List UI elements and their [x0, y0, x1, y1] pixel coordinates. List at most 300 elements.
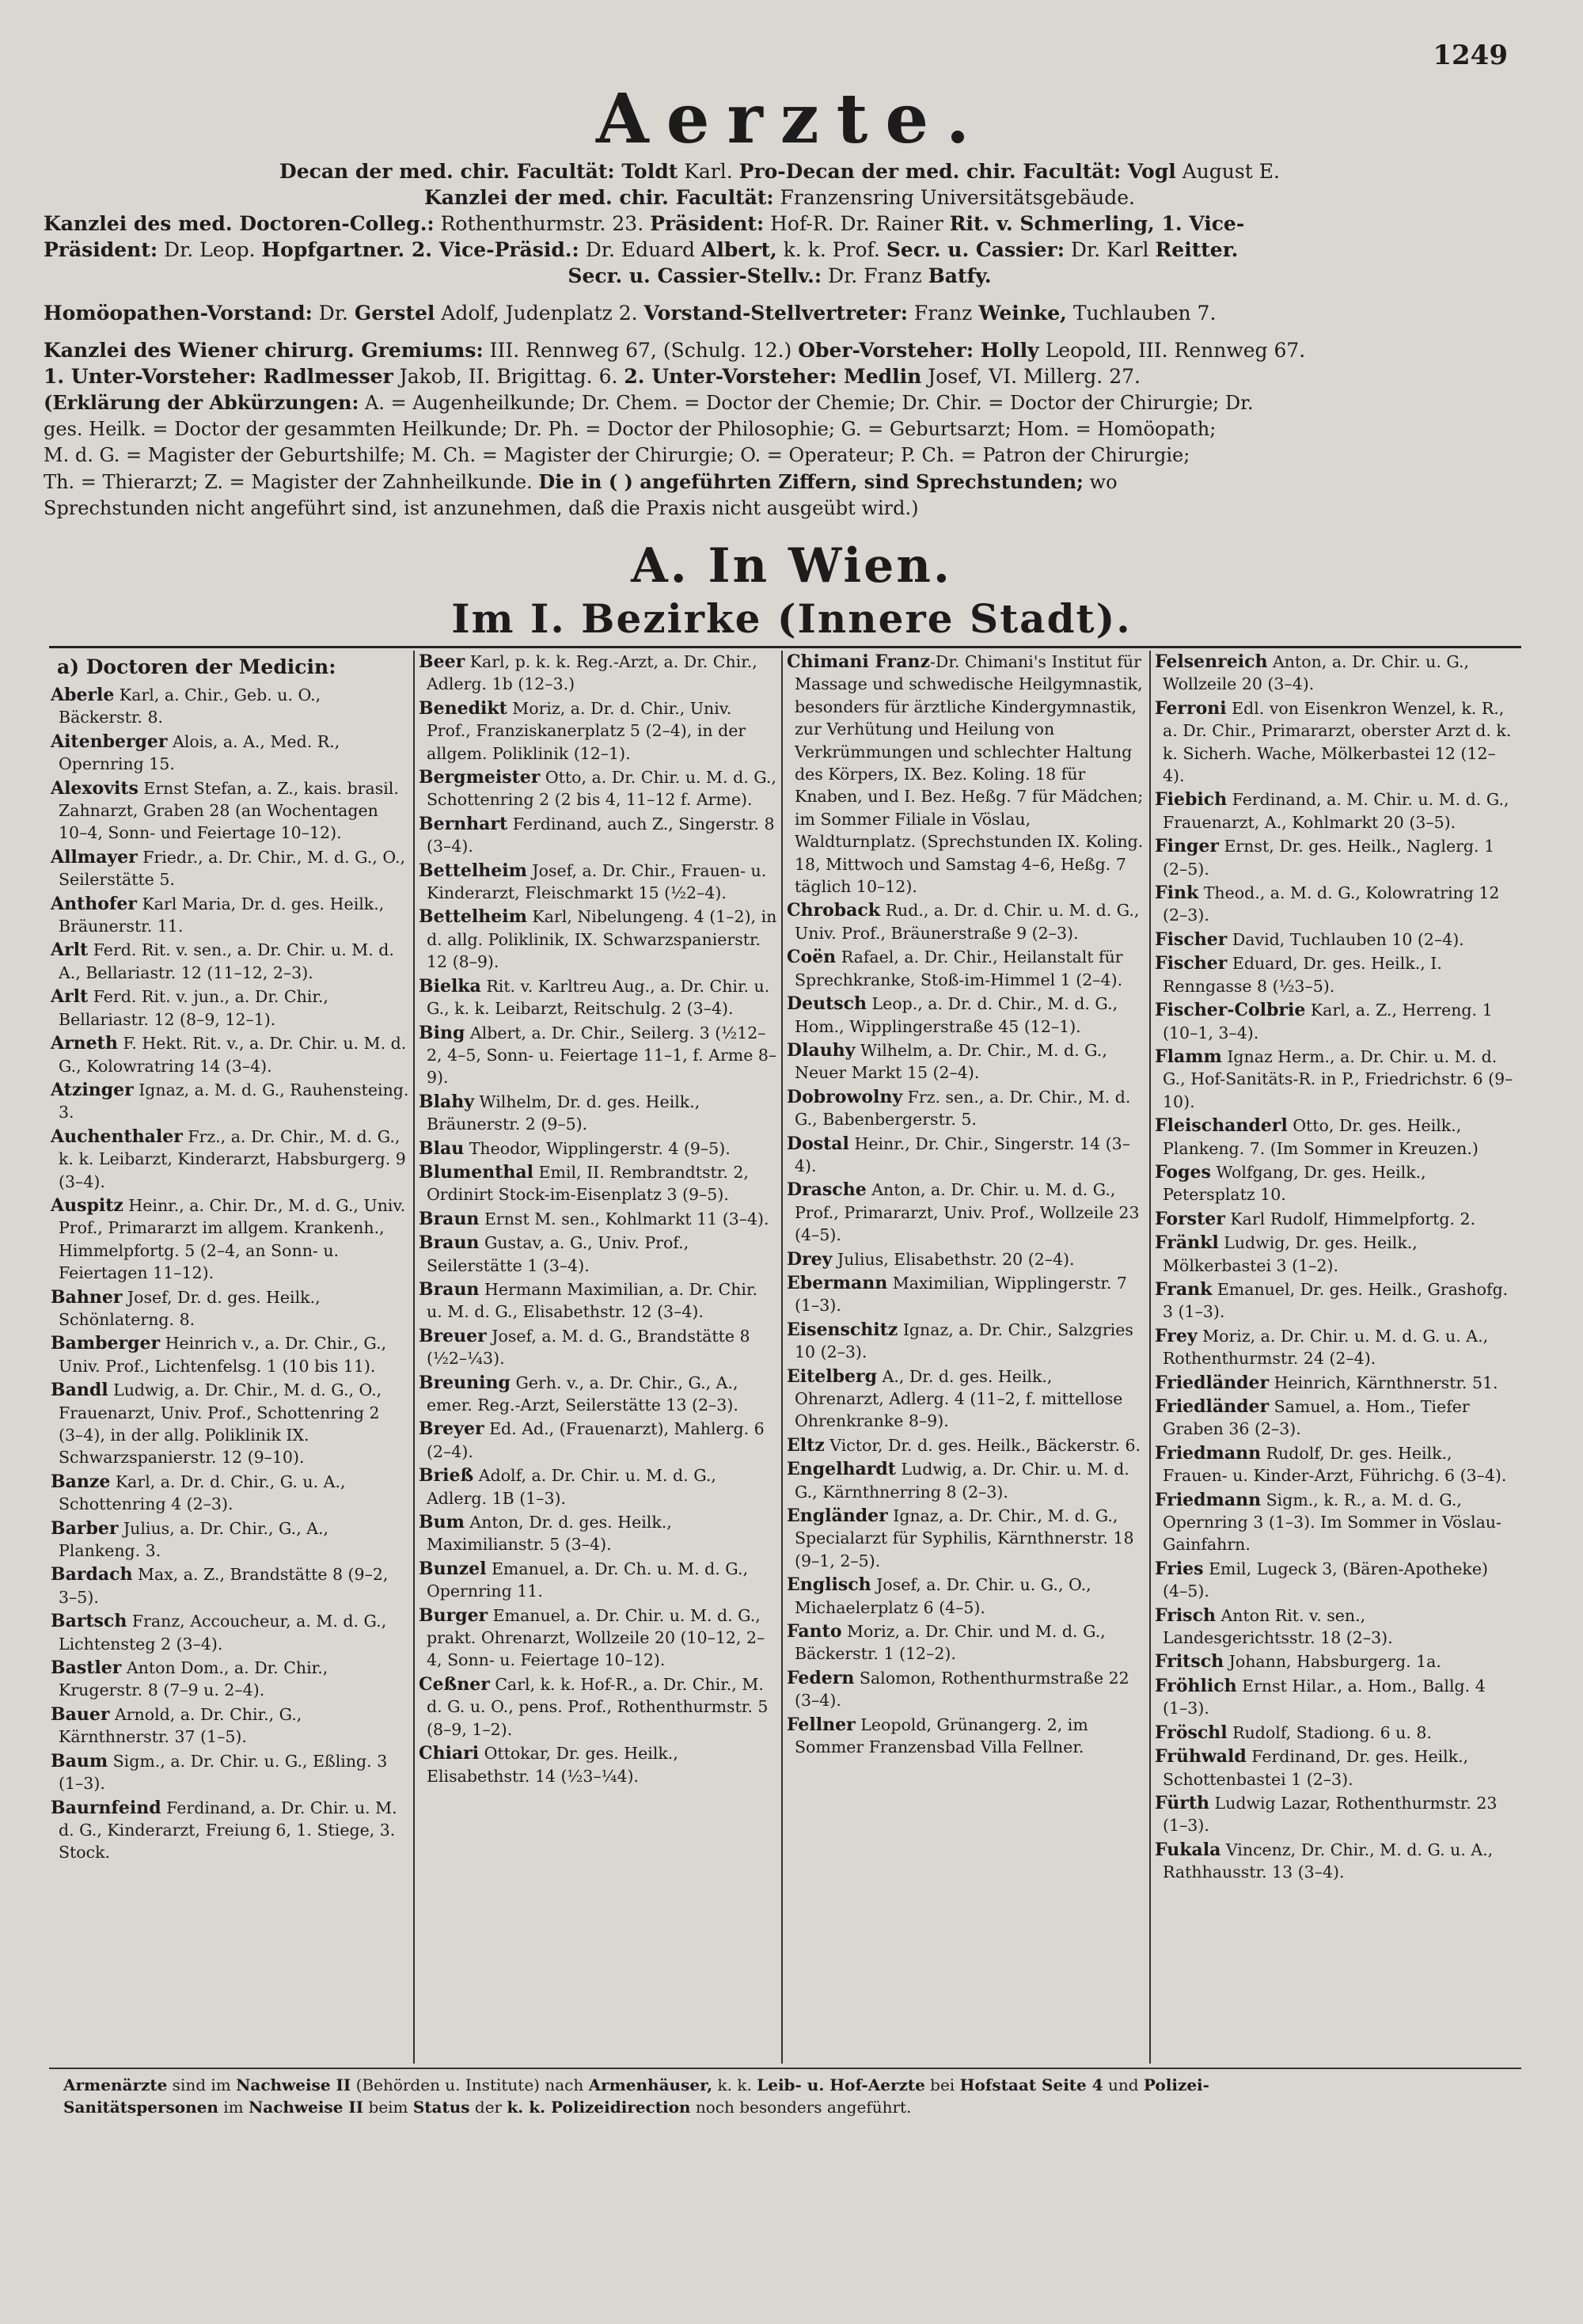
entry-name: Ferroni	[1155, 697, 1227, 719]
directory-entry	[417, 1418, 777, 1463]
entry-name: Arneth	[51, 1033, 118, 1054]
directory-entry	[49, 1610, 409, 1655]
entry-details: Heinrich v., a. Dr. Chir., G., Univ. Prof., Lichtenfelsg. 1 (10 bis 11).	[59, 1334, 387, 1376]
header-text: Kanzlei des med. Doctoren-Colleg.:	[44, 212, 435, 235]
entry-columns	[49, 651, 1521, 2064]
directory-entry	[49, 1332, 409, 1377]
entry-name: Breuning	[419, 1372, 511, 1393]
directory-entry	[1153, 1372, 1513, 1394]
header-text: Jakob, II. Brigittag. 6.	[393, 365, 624, 388]
directory-entry	[785, 1179, 1145, 1246]
header-text: Weinke,	[978, 302, 1067, 325]
directory-entry	[785, 1434, 1145, 1456]
entry-details: Friedr., a. Dr. Chir., M. d. G., O., Seilerstätte 5.	[59, 847, 405, 890]
entry-details: Ed. Ad., (Frauenarzt), Mahlerg. 6 (2–4).	[427, 1419, 765, 1461]
entry-name: Beer	[419, 651, 465, 672]
entry-name: Fischer	[1155, 928, 1228, 950]
header-text: Vorstand-Stellvertreter:	[643, 302, 908, 325]
header-text: k. k. Prof.	[776, 238, 886, 261]
entry-details: Victor, Dr. d. ges. Heilk., Bäckerstr. 6.	[824, 1435, 1141, 1455]
column-4	[1153, 651, 1513, 2064]
entry-name: Coën	[787, 947, 837, 968]
directory-entry	[1153, 1675, 1513, 1720]
header-text: Reitter.	[1155, 238, 1239, 261]
directory-entry	[1153, 1325, 1513, 1370]
entry-name: Fukala	[1155, 1839, 1221, 1860]
footer-line	[63, 2096, 1520, 2118]
entry-name: Friedmann	[1155, 1489, 1262, 1510]
entry-name: Blahy	[419, 1091, 474, 1112]
entry-details: Karl, p. k. k. Reg.-Arzt, a. Dr. Chir., Adlerg. 1b (12–3.)	[427, 652, 757, 694]
header-text: Präsident:	[650, 212, 765, 235]
directory-entry	[1153, 697, 1513, 788]
entry-details: Karl, a. Dr. d. Chir., G. u. A., Schottenring 4 (2–3).	[59, 1471, 346, 1514]
footer-text: bei	[924, 2075, 960, 2094]
directory-entry	[417, 1742, 777, 1787]
directory-entry	[1153, 1232, 1513, 1277]
header-line	[44, 363, 1516, 389]
header-text: ges. Heilk. = Doctor der gesammten Heilkunde; Dr. Ph. = Doctor der Philosophie; G. = Geburtsarzt; Hom. = Homöopath;	[44, 418, 1217, 440]
entry-details: Leop., a. Dr. d. Chir., M. d. G., Hom., Wipplingerstraße 45 (12–1).	[795, 994, 1118, 1036]
entry-name: Baum	[51, 1750, 108, 1771]
directory-entry	[417, 860, 777, 905]
header-text: Batfy.	[928, 264, 992, 287]
directory-entry	[49, 1194, 409, 1285]
header-line	[44, 263, 1516, 289]
entry-details: Arnold, a. Dr. Chir., G., Kärnthnerstr. 37 (1–5).	[59, 1704, 302, 1747]
entry-details: Josef, a. Dr. Chir., Frauen- u. Kinderarzt, Fleischmarkt 15 (½2–4).	[427, 860, 767, 903]
entry-name: Frühwald	[1155, 1746, 1247, 1768]
header-text: Secr. u. Cassier-Stellv.:	[568, 264, 822, 287]
column-2	[417, 651, 777, 2064]
entry-details: Julius, a. Dr. Chir., G., A., Plankeng. 3.	[59, 1518, 329, 1561]
entry-details: Rudolf, Dr. ges. Heilk., Frauen- u. Kinder-Arzt, Führichg. 6 (3–4).	[1163, 1443, 1507, 1486]
header-text: Dr. Leop.	[158, 238, 262, 261]
entry-name: Blumenthal	[419, 1161, 533, 1183]
entry-name: Ceßner	[419, 1673, 490, 1695]
directory-entry	[785, 1039, 1145, 1084]
entry-details: Wilhelm, Dr. d. ges. Heilk., Bräunerstr. 2 (9–5).	[427, 1092, 700, 1134]
entry-name: Forster	[1155, 1208, 1225, 1229]
header-text: Kanzlei der med. chir. Facultät:	[424, 186, 774, 209]
entry-details: Maximilian, Wipplingerstr. 7 (1–3).	[795, 1273, 1127, 1316]
directory-entry	[785, 1133, 1145, 1178]
entry-name: Deutsch	[787, 993, 867, 1015]
header-line	[44, 289, 1516, 300]
entry-details: -Dr. Chimani's Institut für Massage und schwedische Heilgymnastik, besonders für ärztliche Kindergymnastik, zur Verhütung und Heilung von Verkrümmungen und schlechter Haltung des Körpers, IX. Bez. Koling. 18 für Knaben, und I. Bez. Heßg. 7 für Mädchen; im Sommer Filiale in Vöslau, Waldturnplatz. (Sprechstunden IX. Koling. 18, Mittwoch und Samstag 4–6, Heßg. 7 täglich 10–12).	[795, 652, 1144, 897]
directory-entry	[417, 1604, 777, 1672]
directory-entry	[785, 1458, 1145, 1503]
entry-name: Drasche	[787, 1179, 867, 1201]
entry-details: Julius, Elisabethstr. 20 (2–4).	[832, 1249, 1075, 1269]
header-text: III. Rennweg 67, (Schulg. 12.)	[483, 339, 799, 362]
header-text: (Erklärung der Abkürzungen:	[44, 391, 359, 414]
directory-entry	[49, 731, 409, 776]
entry-name: Benedikt	[419, 697, 507, 719]
footer-text: Leib- u. Hof-Aerzte	[757, 2075, 925, 2094]
entry-details: Ignaz Herm., a. Dr. Chir. u. M. d. G., Hof-Sanitäts-R. in P., Friedrichstr. 6 (9–10).	[1163, 1046, 1513, 1111]
footer-rule	[49, 2068, 1521, 2069]
header-line	[44, 326, 1516, 337]
entry-name: Bielka	[419, 975, 481, 997]
entry-name: Bunzel	[419, 1558, 487, 1579]
header-text: August E.	[1175, 160, 1280, 183]
entry-details: Ferdinand, Dr. ges. Heilk., Schottenbastei 1 (2–3).	[1163, 1747, 1469, 1789]
directory-entry	[417, 1558, 777, 1603]
entry-name: Chiari	[419, 1743, 480, 1764]
directory-entry	[49, 777, 409, 845]
header-text: Dr. Franz	[822, 264, 928, 287]
directory-entry	[417, 1511, 777, 1556]
entry-details: Franz, Accoucheur, a. M. d. G., Lichtensteg 2 (3–4).	[59, 1612, 387, 1654]
entry-name: Bing	[419, 1022, 465, 1043]
header-line	[44, 300, 1516, 326]
entry-name: Fritsch	[1155, 1651, 1224, 1673]
entry-details: Ignaz, a. Dr. Chir., M. d. G., Specialarzt für Syphilis, Kärnthnerstr. 18 (9–1, 2–5).	[795, 1506, 1134, 1570]
directory-entry	[1153, 1278, 1513, 1323]
entry-name: Fries	[1155, 1558, 1204, 1579]
entry-name: Drey	[787, 1248, 833, 1270]
directory-entry	[785, 1574, 1145, 1619]
entry-name: Engelhardt	[787, 1459, 896, 1480]
header-line	[44, 237, 1516, 263]
entry-name: Atzinger	[51, 1079, 134, 1100]
entry-name: Fischer	[1155, 953, 1228, 974]
header-text: Tuchlauben 7.	[1066, 302, 1217, 325]
entry-name: Friedländer	[1155, 1372, 1270, 1393]
page-number: 1249	[1433, 40, 1508, 71]
entry-details: A., Dr. d. ges. Heilk., Ohrenarzt, Adlerg. 4 (11–2, f. mittellose Ohrenkranke 8–9).	[795, 1366, 1123, 1431]
directory-entry	[1153, 1489, 1513, 1556]
section-rule	[49, 646, 1521, 648]
entry-details: Frz., a. Dr. Chir., M. d. G., k. k. Leibarzt, Kinderarzt, Habsburgerg. 9 (3–4).	[59, 1126, 406, 1191]
header-line	[44, 184, 1516, 211]
directory-entry	[417, 651, 777, 696]
header-line	[44, 442, 1516, 469]
entry-name: Eitelberg	[787, 1365, 877, 1387]
entry-name: Eisenschitz	[787, 1319, 898, 1340]
directory-entry	[49, 1126, 409, 1193]
entry-details: F. Hekt. Rit. v., a. Dr. Chir. u. M. d. G., Kolowratring 14 (3–4).	[59, 1034, 407, 1076]
district-title: Im I. Bezirke (Innere Stadt).	[451, 595, 1132, 642]
header-text: 1. Unter-Vorsteher: Radlmesser	[44, 365, 393, 388]
directory-entry	[417, 1091, 777, 1136]
directory-entry	[49, 1286, 409, 1331]
entry-name: Barber	[51, 1517, 119, 1539]
entry-name: Chimani Franz	[787, 651, 930, 672]
entry-name: Bamberger	[51, 1333, 161, 1354]
directory-entry	[1153, 928, 1513, 951]
directory-entry	[49, 1657, 409, 1702]
entry-name: Eltz	[787, 1434, 825, 1456]
entry-name: Blau	[419, 1137, 465, 1159]
entry-name: Friedmann	[1155, 1442, 1262, 1464]
footer-text: Armenhäuser,	[588, 2075, 713, 2094]
entry-name: Federn	[787, 1667, 855, 1688]
directory-entry	[1153, 1745, 1513, 1790]
directory-entry	[49, 1750, 409, 1795]
directory-entry	[1153, 1604, 1513, 1650]
entry-details: Rafael, a. Dr. Chir., Heilanstalt für Sprechkranke, Stoß-im-Himmel 1 (2–4).	[795, 947, 1123, 989]
entry-name: Bahner	[51, 1286, 123, 1308]
entry-details: Eduard, Dr. ges. Heilk., I. Renngasse 8 (½3–5).	[1163, 954, 1442, 996]
footnote	[63, 2074, 1520, 2118]
header-text: Hof-R. Dr. Rainer	[764, 212, 950, 235]
directory-entry	[1153, 1442, 1513, 1487]
entry-name: Dlauhy	[787, 1039, 856, 1061]
entry-details: Josef, Dr. d. ges. Heilk., Schönlaterng. 8.	[59, 1287, 321, 1329]
header-text: wo	[1083, 471, 1118, 493]
entry-name: Banze	[51, 1471, 111, 1492]
entry-name: Bartsch	[51, 1611, 127, 1632]
entry-details: Ernst M. sen., Kohlmarkt 11 (3–4).	[479, 1209, 769, 1228]
header-line	[44, 496, 1516, 522]
directory-entry	[1153, 788, 1513, 834]
directory-entry	[785, 946, 1145, 991]
header-text: A. = Augenheilkunde; Dr. Chem. = Doctor der Chemie; Dr. Chir. = Doctor der Chirurgie; Dr.	[359, 392, 1254, 414]
entry-details: Samuel, a. Hom., Tiefer Graben 36 (2–3).	[1163, 1397, 1470, 1439]
footer-text: Status	[412, 2098, 470, 2117]
entry-details: Adolf, a. Dr. Chir. u. M. d. G., Adlerg. 1B (1–3).	[427, 1466, 716, 1508]
directory-entry	[785, 1667, 1145, 1712]
entry-name: Auchenthaler	[51, 1126, 183, 1147]
entry-name: Bettelheim	[419, 860, 527, 881]
header-text: Gerstel	[354, 302, 435, 325]
header-text: Josef, VI. Millerg. 27.	[921, 365, 1141, 388]
entry-details: Leopold, Grünangerg. 2, im Sommer Franzensbad Villa Fellner.	[795, 1715, 1088, 1757]
entry-details: Emil, Lugeck 3, (Bären-Apotheke) (4–5).	[1163, 1559, 1488, 1601]
header-text: Albert,	[701, 238, 777, 261]
entry-name: Breuer	[419, 1325, 487, 1346]
directory-entry	[1153, 882, 1513, 927]
header-text: Pro-Decan der med. chir. Facultät: Vogl	[738, 160, 1176, 183]
directory-entry	[49, 1703, 409, 1749]
entry-details: Sigm., k. R., a. M. d. G., Opernring 3 (1–3). Im Sommer in Vöslau-Gainfahrn.	[1163, 1490, 1501, 1555]
entry-details: Gustav, a. G., Univ. Prof., Seilerstätte 1 (3–4).	[427, 1233, 689, 1275]
entry-details: Emanuel, Dr. ges. Heilk., Grashofg. 3 (1–3).	[1163, 1279, 1509, 1322]
entry-name: Bandl	[51, 1380, 108, 1401]
entry-details: Hermann Maximilian, a. Dr. Chir. u. M. d. G., Elisabethstr. 12 (3–4).	[427, 1279, 758, 1322]
directory-entry	[417, 1022, 777, 1089]
footer-text: k. k.	[712, 2075, 757, 2094]
header-text: Th. = Thierarzt; Z. = Magister der Zahnheilkunde.	[44, 471, 539, 493]
header-text: M. d. G. = Magister der Geburtshilfe; M. Ch. = Magister der Chirurgie; O. = Operateur; P. Ch. = Patron der Chirurgie;	[44, 444, 1190, 466]
entry-details: Ferd. Rit. v. jun., a. Dr. Chir., Bellariastr. 12 (8–9, 12–1).	[59, 987, 328, 1029]
page-title: Aerzte.	[596, 79, 987, 159]
entry-details: Josef, a. Dr. Chir. u. G., O., Michaelerplatz 6 (4–5).	[795, 1575, 1091, 1617]
directory-entry	[417, 1278, 777, 1323]
entry-name: Dostal	[787, 1133, 849, 1154]
footer-line	[63, 2074, 1520, 2096]
entry-name: Brieß	[419, 1465, 474, 1487]
header-text: Rit. v. Schmerling, 1. Vice-	[949, 212, 1245, 235]
directory-entry	[1153, 999, 1513, 1044]
entry-details: Albert, a. Dr. Chir., Seilerg. 3 (½12–2, 4–5, Sonn- u. Feiertage 11–1, f. Arme 8–9).	[427, 1023, 777, 1088]
header-text: Hopfgartner. 2. Vice-Präsid.:	[261, 238, 579, 261]
column-divider	[781, 651, 783, 2064]
header-text: Karl.	[678, 160, 739, 183]
column-heading: a) Doctoren der Medicin:	[57, 655, 336, 678]
entry-details: Edl. von Eisenkron Wenzel, k. R., a. Dr. Chir., Primararzt, oberster Arzt d. k. k. Sicherh. Wache, Mölkerbastei 12 (12–4).	[1163, 698, 1512, 786]
entry-name: Bardach	[51, 1564, 133, 1585]
directory-entry	[785, 1319, 1145, 1364]
entry-name: Bergmeister	[419, 767, 541, 788]
directory-entry	[49, 1797, 409, 1864]
entry-details: Karl, a. Z., Herreng. 1 (10–1, 3–4).	[1163, 1001, 1493, 1042]
entry-details: Anton Rit. v. sen., Landesgerichtsstr. 18 (2–3).	[1163, 1605, 1393, 1648]
footer-text: Nachweise II	[236, 2075, 351, 2094]
directory-entry	[785, 993, 1145, 1038]
entry-name: Baurnfeind	[51, 1797, 161, 1818]
footer-text: (Behörden u. Institute) nach	[351, 2075, 589, 2094]
entry-details: Karl, a. Chir., Geb. u. O., Bäckerstr. 8.	[59, 685, 321, 727]
entry-details: Karl Maria, Dr. d. ges. Heilk., Bräunerstr. 11.	[59, 894, 385, 936]
entry-name: Englisch	[787, 1574, 871, 1596]
directory-entry	[1153, 952, 1513, 997]
entry-details: Ludwig, Dr. ges. Heilk., Mölkerbastei 3 (1–2).	[1163, 1233, 1418, 1275]
entry-name: Finger	[1155, 836, 1219, 857]
entry-details: Otto, Dr. ges. Heilk., Plankeng. 7. (Im Sommer in Kreuzen.)	[1163, 1116, 1479, 1158]
header-text: Decan der med. chir. Facultät: Toldt	[279, 160, 678, 183]
entry-name: Fürth	[1155, 1792, 1209, 1813]
entry-name: Ebermann	[787, 1272, 888, 1293]
entry-details: Emanuel, a. Dr. Chir. u. M. d. G., prakt. Ohrenarzt, Wollzeile 20 (10–12, 2–4, Sonn- u. Feiertage 10–12).	[427, 1605, 765, 1670]
entry-name: Anthofer	[51, 893, 137, 914]
entry-details: Moriz, a. Dr. Chir. u. M. d. G. u. A., Rothenthurmstr. 24 (2–4).	[1163, 1326, 1489, 1369]
header-text: Dr.	[312, 302, 355, 325]
footer-text: beim	[363, 2098, 413, 2117]
entry-details: Emanuel, a. Dr. Ch. u. M. d. G., Opernring 11.	[427, 1559, 748, 1601]
entry-name: Fiebich	[1155, 789, 1228, 811]
entry-name: Aitenberger	[51, 731, 168, 752]
entry-details: Ottokar, Dr. ges. Heilk., Elisabethstr. 14 (½3–¼4).	[427, 1744, 678, 1786]
directory-entry	[1153, 835, 1513, 880]
header-text: 2. Unter-Vorsteher: Medlin	[624, 365, 922, 388]
directory-entry	[417, 813, 777, 858]
entry-details: Josef, a. M. d. G., Brandstätte 8 (½2–¼3).	[427, 1326, 750, 1369]
directory-entry	[49, 893, 409, 938]
entry-details: Ferdinand, a. M. Chir. u. M. d. G., Frauenarzt, A., Kohlmarkt 20 (3–5).	[1163, 790, 1509, 832]
header-line	[44, 469, 1516, 496]
entry-name: Fröhlich	[1155, 1675, 1237, 1696]
header-text: Franz	[907, 302, 979, 325]
entry-details: Alois, a. A., Med. R., Opernring 15.	[59, 731, 340, 774]
directory-entry	[417, 906, 777, 973]
directory-entry	[49, 1563, 409, 1608]
entry-name: Bum	[419, 1512, 465, 1533]
entry-details: Rit. v. Karltreu Aug., a. Dr. Chir. u. G., k. k. Leibarzt, Reitschulg. 2 (3–4).	[427, 976, 770, 1019]
directory-entry	[1153, 1650, 1513, 1673]
entry-name: Braun	[419, 1278, 480, 1300]
header-text: Präsident:	[44, 238, 158, 261]
footer-text: Polizei-	[1143, 2075, 1209, 2094]
header-text: Dr. Eduard	[579, 238, 701, 261]
entry-details: Ignaz, a. M. d. G., Rauhensteing. 3.	[59, 1080, 409, 1122]
entry-details: Moriz, a. Dr. Chir. und M. d. G., Bäckerstr. 1 (12–2).	[795, 1622, 1106, 1664]
entry-details: Ferdinand, auch Z., Singerstr. 8 (3–4).	[427, 814, 775, 856]
entry-details: Karl Rudolf, Himmelpfortg. 2.	[1224, 1209, 1476, 1228]
directory-entry	[1153, 1208, 1513, 1230]
faculty-header	[44, 158, 1516, 522]
entry-details: Ludwig Lazar, Rothenthurmstr. 23 (1–3).	[1163, 1793, 1498, 1836]
entry-name: Engländer	[787, 1506, 888, 1527]
directory-entry	[49, 985, 409, 1031]
entry-name: Friedländer	[1155, 1396, 1270, 1417]
entry-details: Gerh. v., a. Dr. Chir., G., A., emer. Reg.-Arzt, Seilerstätte 13 (2–3).	[427, 1373, 738, 1415]
entry-details: Anton, a. Dr. Chir. u. G., Wollzeile 20 (3–4).	[1163, 652, 1470, 694]
entry-details: Heinrich, Kärnthnerstr. 51.	[1269, 1373, 1498, 1392]
header-line	[44, 389, 1516, 416]
footer-text: Sanitätspersonen	[63, 2098, 218, 2117]
entry-details: Ignaz, a. Dr. Chir., Salzgries 10 (2–3).	[795, 1320, 1133, 1362]
entry-details: Sigm., a. Dr. Chir. u. G., Eßling. 3 (1–3).	[59, 1751, 388, 1794]
entry-details: Anton Dom., a. Dr. Chir., Krugerstr. 8 (7–9 u. 2–4).	[59, 1658, 328, 1700]
entry-name: Bastler	[51, 1658, 122, 1679]
entry-details: Wilhelm, a. Dr. Chir., M. d. G., Neuer Markt 15 (2–4).	[795, 1040, 1107, 1083]
entry-name: Arlt	[51, 986, 89, 1008]
entry-details: Vincenz, Dr. Chir., M. d. G. u. A., Rathhausstr. 13 (3–4).	[1163, 1840, 1494, 1882]
header-text: Rothenthurmstr. 23.	[434, 212, 651, 235]
entry-details: Ernst, Dr. ges. Heilk., Naglerg. 1 (2–5).	[1163, 837, 1495, 879]
entry-name: Felsenreich	[1155, 651, 1268, 672]
entry-name: Aberle	[51, 685, 115, 705]
directory-entry	[785, 1620, 1145, 1665]
directory-entry	[49, 1032, 409, 1077]
directory-entry	[785, 1365, 1145, 1433]
entry-name: Burger	[419, 1604, 488, 1626]
directory-entry	[417, 1372, 777, 1417]
header-text: Dr. Karl	[1064, 238, 1156, 261]
directory-entry	[49, 684, 409, 729]
header-text: Sprechstunden nicht angeführt sind, ist anzunehmen, daß die Praxis nicht ausgeübt wird.)	[44, 497, 919, 519]
entry-details: Anton, a. Dr. Chir. u. M. d. G., Prof., Primararzt, Univ. Prof., Wollzeile 23 (4–5).	[795, 1180, 1140, 1245]
entry-name: Braun	[419, 1232, 480, 1254]
footer-text: Hofstaat Seite 4	[959, 2075, 1103, 2094]
entry-name: Foges	[1155, 1161, 1211, 1183]
directory-entry	[785, 1714, 1145, 1759]
entry-name: Bauer	[51, 1703, 110, 1725]
footer-text: im	[218, 2098, 249, 2117]
column-divider	[1149, 651, 1151, 2064]
entry-name: Fischer-Colbrie	[1155, 1000, 1306, 1021]
entry-details: Heinr., Dr. Chir., Singerstr. 14 (3–4).	[795, 1134, 1130, 1175]
entry-name: Dobrowolny	[787, 1086, 903, 1107]
header-text: Secr. u. Cassier:	[886, 238, 1065, 261]
column-1	[49, 651, 409, 2064]
entry-name: Frank	[1155, 1278, 1213, 1300]
section-title: A. In Wien.	[631, 538, 952, 594]
directory-entry	[49, 1471, 409, 1516]
entry-name: Fränkl	[1155, 1232, 1219, 1254]
entry-details: Ernst Stefan, a. Z., kais. brasil. Zahnarzt, Graben 28 (an Wochentagen 10–4, Sonn- und Feiertage 10–12).	[59, 778, 399, 843]
footer-text: Armenärzte	[63, 2075, 168, 2094]
header-text: Ober-Vorsteher: Holly	[798, 339, 1039, 362]
directory-entry	[417, 1208, 777, 1230]
entry-name: Alexovits	[51, 777, 139, 799]
directory-entry	[417, 1161, 777, 1206]
entry-name: Braun	[419, 1208, 480, 1229]
directory-entry	[417, 1232, 777, 1277]
directory-entry	[417, 1325, 777, 1370]
directory-entry	[417, 766, 777, 811]
entry-name: Fink	[1155, 883, 1199, 904]
entry-details: Rud., a. Dr. d. Chir. u. M. d. G., Univ. Prof., Bräunerstraße 9 (2–3).	[795, 901, 1140, 943]
entry-details: Karl, Nibelungeng. 4 (1–2), in d. allg. Poliklinik, IX. Schwarzspanierstr. 12 (8–9).	[427, 907, 777, 972]
header-text: Die in ( ) angeführten Ziffern, sind Sprechstunden;	[538, 470, 1084, 493]
entry-details: Moriz, a. Dr. d. Chir., Univ. Prof., Franziskanerplatz 5 (2–4), in der allgem. Poliklinik (12–1).	[427, 698, 746, 763]
entry-name: Chroback	[787, 900, 881, 921]
header-line	[44, 416, 1516, 442]
